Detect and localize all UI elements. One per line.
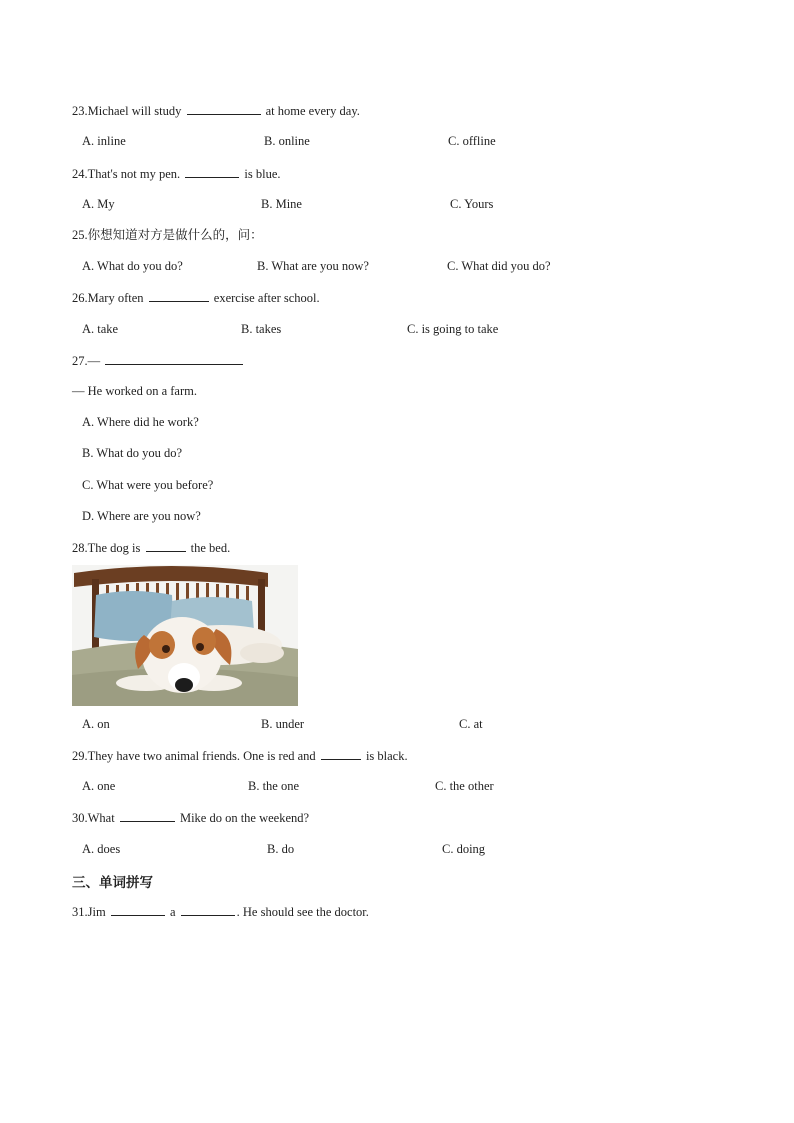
option-a[interactable]: A. My: [82, 197, 115, 211]
option-b[interactable]: B. online: [264, 134, 310, 148]
question-text: is blue.: [244, 167, 281, 181]
option-b[interactable]: B. under: [261, 717, 305, 731]
option-a[interactable]: A. What do you do?: [82, 259, 183, 273]
option-b[interactable]: B. do: [267, 842, 295, 856]
answer-blank[interactable]: [181, 903, 235, 916]
option-a[interactable]: A. does: [82, 842, 121, 856]
answer-blank[interactable]: [149, 289, 209, 302]
option-a[interactable]: A. on: [82, 717, 110, 731]
answer-blank[interactable]: [111, 903, 165, 916]
question-25: 25.你想知道对方是做什么的，问：: [72, 228, 263, 242]
answer-blank[interactable]: [120, 809, 175, 822]
option-b[interactable]: B. What are you now?: [257, 259, 369, 273]
option-c[interactable]: C. is going to take: [407, 322, 499, 336]
option-c[interactable]: C. Yours: [450, 197, 494, 211]
question-text: exercise after school.: [213, 291, 320, 305]
question-26: [72, 289, 320, 306]
option-a[interactable]: A. Where did he work?: [82, 415, 199, 429]
question-text: 23.Michael will study: [72, 104, 182, 118]
question-29: [72, 747, 408, 764]
option-a[interactable]: A. inline: [82, 134, 126, 148]
question-text: at home every day.: [265, 104, 360, 118]
option-c[interactable]: C. doing: [442, 842, 486, 856]
question-text: 26.Mary often: [72, 291, 144, 305]
option-c[interactable]: C. What did you do?: [447, 259, 551, 273]
question-23: [72, 102, 360, 119]
question-30: [72, 809, 309, 826]
option-a[interactable]: A. take: [82, 322, 119, 336]
question-text: a: [169, 905, 176, 919]
option-c[interactable]: C. What were you before?: [82, 478, 214, 492]
question-text: Mike do on the weekend?: [179, 811, 310, 825]
option-d[interactable]: D. Where are you now?: [82, 509, 201, 523]
answer-blank[interactable]: [146, 539, 186, 552]
answer-blank[interactable]: [187, 102, 261, 115]
option-b[interactable]: B. What do you do?: [82, 446, 183, 460]
option-c[interactable]: C. the other: [435, 779, 494, 793]
question-text: the bed.: [190, 541, 231, 555]
question-28: [72, 539, 230, 556]
question-text: 30.What: [72, 811, 115, 825]
answer-blank[interactable]: [105, 352, 243, 365]
answer-blank[interactable]: [321, 747, 361, 760]
question-27: [72, 352, 245, 369]
question-text: . He should see the doctor.: [236, 905, 369, 919]
section-title: 三、单词拼写: [72, 875, 153, 891]
option-b[interactable]: B. takes: [241, 322, 282, 336]
question-text: 27.—: [72, 354, 101, 368]
question-24: [72, 165, 281, 182]
option-a[interactable]: A. one: [82, 779, 116, 793]
question-31: [72, 903, 369, 920]
question-text: 28.The dog is: [72, 541, 141, 555]
question-text: is black.: [365, 749, 408, 763]
question-27-answer: — He worked on a farm.: [72, 384, 197, 398]
question-text: 31.Jim: [72, 905, 106, 919]
option-c[interactable]: C. offline: [448, 134, 496, 148]
question-text: 24.That's not my pen.: [72, 167, 181, 181]
option-c[interactable]: C. at: [459, 717, 483, 731]
option-b[interactable]: B. the one: [248, 779, 300, 793]
question-text: 29.They have two animal friends. One is red and: [72, 749, 316, 763]
option-b[interactable]: B. Mine: [261, 197, 302, 211]
dog-on-bed-image: [72, 565, 298, 706]
answer-blank[interactable]: [185, 165, 239, 178]
